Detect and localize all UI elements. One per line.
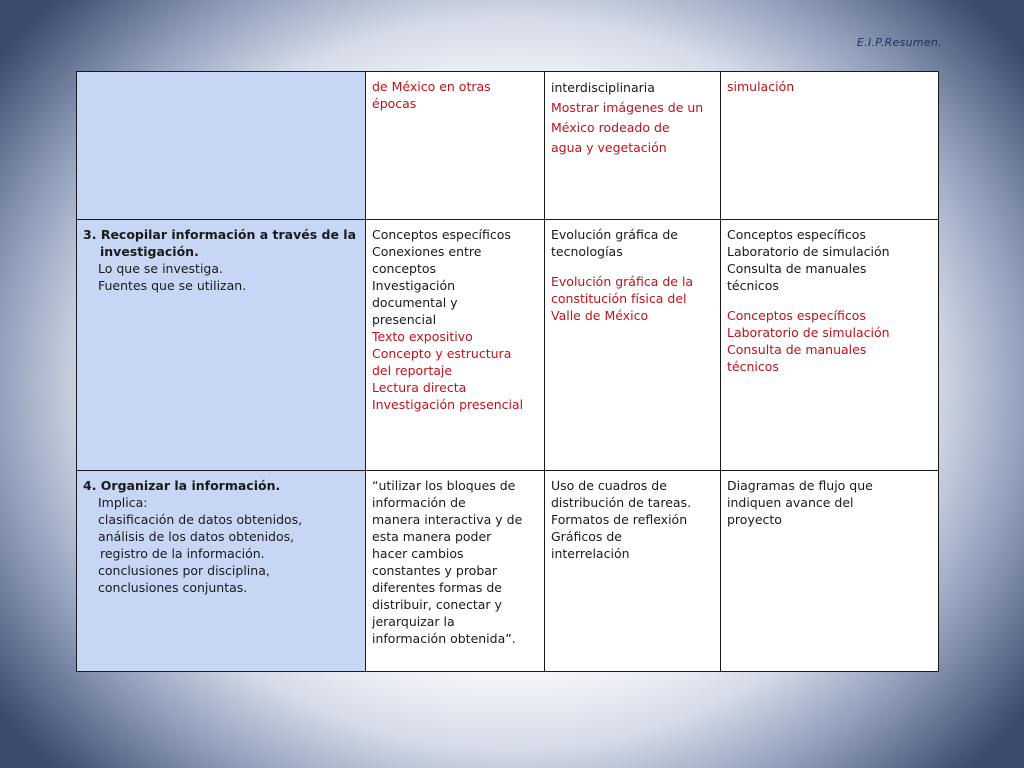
- cell-text-line: información obtenida”.: [372, 631, 516, 646]
- cell-text-line: del reportaje: [372, 363, 453, 378]
- cell-text-line: tecnologías: [551, 244, 623, 259]
- activity-title-line: Recopilar información a través de la: [100, 227, 357, 242]
- cell-text-line: Consulta de manuales: [727, 261, 867, 276]
- cell-text-line: manera interactiva y de: [372, 512, 523, 527]
- cell-text-line: Evolución gráfica de la: [551, 274, 694, 289]
- cell-text-line: Texto expositivo: [372, 329, 473, 344]
- activity-title-line: investigación.: [100, 244, 199, 259]
- cell-activity: [77, 72, 366, 220]
- cell-text-line: técnicos: [727, 359, 779, 374]
- cell-text-line: hacer cambios: [372, 546, 464, 561]
- cell-text-line: distribuir, conectar y: [372, 597, 502, 612]
- cell-strategy: [545, 220, 721, 471]
- cell-text-line: información de: [372, 495, 466, 510]
- cell-text-line: México rodeado de: [551, 120, 670, 135]
- cell-text-line: Formatos de reflexión: [551, 512, 688, 527]
- cell-activity: [77, 220, 366, 471]
- cell-text-line: interdisciplinaria: [551, 80, 655, 95]
- cell-text-line: conceptos: [372, 261, 437, 276]
- cell-text-line: conclusiones por disciplina,: [98, 563, 270, 578]
- cell-text-line: distribución de tareas.: [551, 495, 692, 510]
- cell-text-line: indiquen avance del: [727, 495, 854, 510]
- cell-text-line: Diagramas de flujo que: [727, 478, 873, 493]
- cell-text-line: clasificación de datos obtenidos,: [98, 512, 303, 527]
- cell-text-line: presencial: [372, 312, 437, 327]
- cell-content: [366, 72, 545, 220]
- cell-text-line: Uso de cuadros de: [551, 478, 667, 493]
- cell-text-line: épocas: [372, 96, 417, 111]
- cell-text-line: Implica:: [98, 495, 148, 510]
- cell-text-line: “utilizar los bloques de: [372, 478, 516, 493]
- cell-text-line: proyecto: [727, 512, 782, 527]
- cell-resources: [721, 220, 939, 471]
- cell-text-line: constitución física del: [551, 291, 687, 306]
- cell-text-line: simulación: [727, 79, 795, 94]
- cell-text-line: análisis de los datos obtenidos,: [98, 529, 295, 544]
- cell-text-line: Laboratorio de simulación: [727, 244, 890, 259]
- cell-text-line: Conceptos específicos: [727, 227, 866, 242]
- table-row: [77, 471, 939, 672]
- cell-text-line: Laboratorio de simulación: [727, 325, 890, 340]
- cell-content: [366, 220, 545, 471]
- cell-text-line: de México en otras: [372, 79, 491, 94]
- cell-text-line: jerarquizar la: [372, 614, 455, 629]
- cell-content: [366, 471, 545, 672]
- cell-strategy: [545, 72, 721, 220]
- cell-strategy: [545, 471, 721, 672]
- activity-title: 4. Organizar la información.: [83, 478, 281, 493]
- table-row: [77, 220, 939, 471]
- cell-text-line: Consulta de manuales: [727, 342, 867, 357]
- cell-text-line: Concepto y estructura: [372, 346, 512, 361]
- cell-text-line: agua y vegetación: [551, 140, 667, 155]
- cell-text-line: Conexiones entre: [372, 244, 482, 259]
- slide-tag: E.I.P.Resumen.: [856, 36, 942, 49]
- cell-text-line: documental y: [372, 295, 458, 310]
- cell-resources: [721, 72, 939, 220]
- cell-text-line: constantes y probar: [372, 563, 498, 578]
- cell-text-line: conclusiones conjuntas.: [98, 580, 248, 595]
- cell-text-line: Fuentes que se utilizan.: [98, 278, 247, 293]
- cell-text-line: técnicos: [727, 278, 779, 293]
- cell-text-line: interrelación: [551, 546, 630, 561]
- cell-activity: [77, 471, 366, 672]
- cell-text-line: Investigación: [372, 278, 456, 293]
- cell-text-line: Mostrar imágenes de un: [551, 100, 704, 115]
- cell-text-line: Gráficos de: [551, 529, 622, 544]
- cell-text-line: Conceptos específicos: [372, 227, 511, 242]
- cell-resources: [721, 471, 939, 672]
- cell-text-line: Investigación presencial: [372, 397, 524, 412]
- cell-text-line: Evolución gráfica de: [551, 227, 678, 242]
- table-row: [77, 72, 939, 220]
- cell-text-line: Valle de México: [551, 308, 649, 323]
- activity-number: 3.: [83, 227, 97, 242]
- spacer: [727, 294, 932, 307]
- cell-text-line: Conceptos específicos: [727, 308, 866, 323]
- planning-table: [76, 71, 939, 672]
- spacer: [551, 260, 714, 273]
- cell-text-line: Lo que se investiga.: [98, 261, 223, 276]
- cell-text-line: diferentes formas de: [372, 580, 502, 595]
- cell-text-line: Lectura directa: [372, 380, 467, 395]
- cell-text-line: registro de la información.: [100, 546, 265, 561]
- cell-text-line: esta manera poder: [372, 529, 492, 544]
- activity-title: [83, 226, 359, 243]
